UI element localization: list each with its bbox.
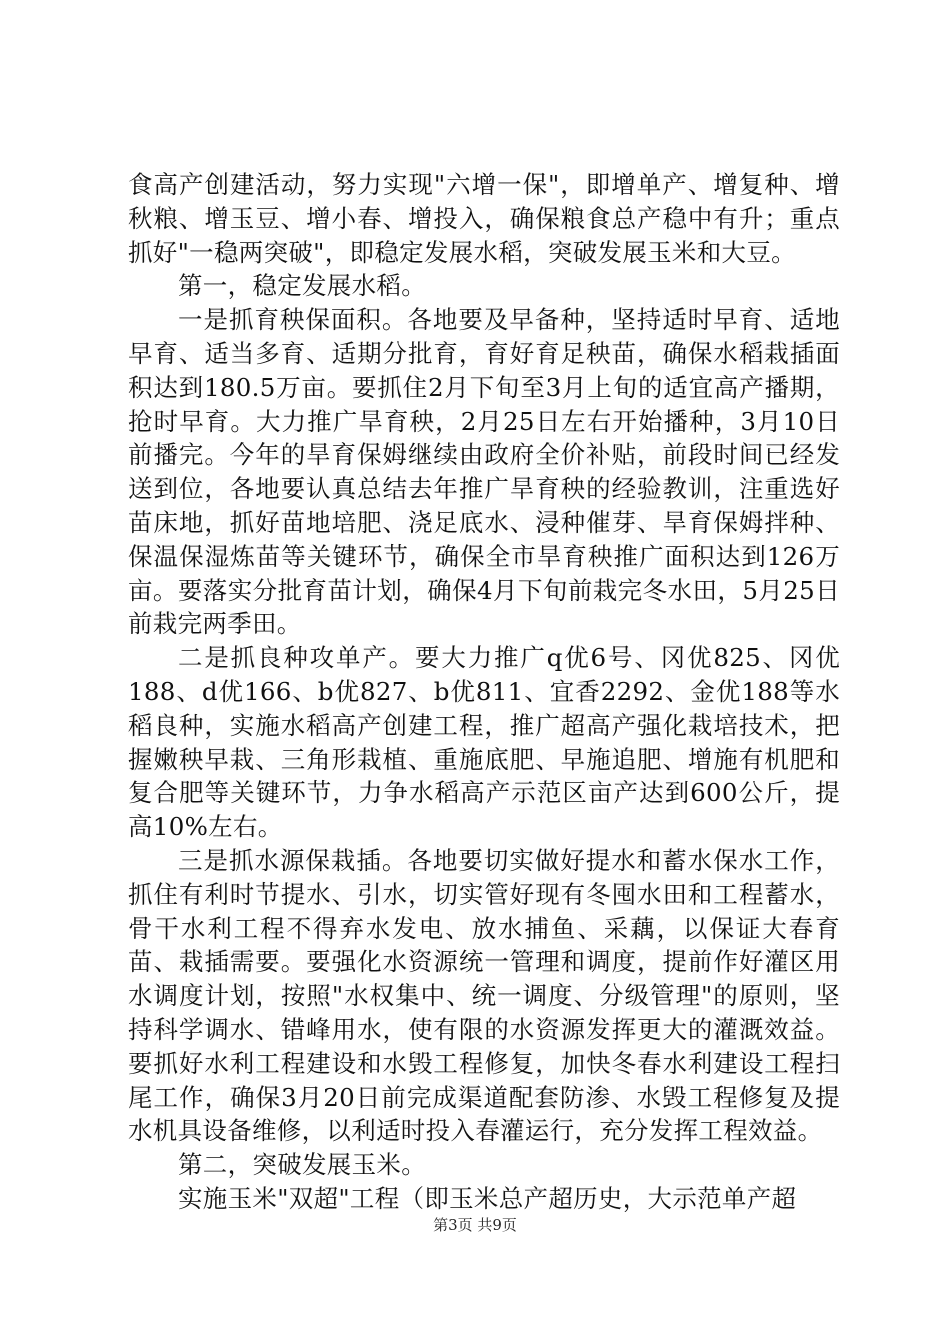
paragraph: 二是抓良种攻单产。要大力推广q优6号、冈优825、冈优188、d优166、b优827、b优811、宜香2292、金优188等水稻良种，实施水稻高产创建工程，推广超高产强化栽培技术，把握嫩秧早栽、三角形栽植、重施底肥、早施追肥、增施有机肥和复合肥等关键环节，力争水稻高产示范区亩产达到600公斤，提高10%左右。 <box>128 643 840 842</box>
paragraph: 食高产创建活动，努力实现"六增一保"，即增单产、增复种、增秋粮、增玉豆、增小春、增投入，确保粮食总产稳中有升；重点抓好"一稳两突破"，即稳定发展水稻，突破发展玉米和大豆。 <box>128 170 840 267</box>
paragraph: 三是抓水源保栽插。各地要切实做好提水和蓄水保水工作，抓住有利时节提水、引水，切实管好现有冬囤水田和工程蓄水，骨干水利工程不得弃水发电、放水捕鱼、采藕，以保证大春育苗、栽插需要。要强化水资源统一管理和调度，提前作好灌区用水调度计划，按照"水权集中、统一调度、分级管理"的原则，坚持科学调水、错峰用水，使有限的水资源发挥更大的灌溉效益。要抓好水利工程建设和水毁工程修复，加快冬春水利建设工程扫尾工作，确保3月20日前完成渠道配套防渗、水毁工程修复及提水机具设备维修，以利适时投入春灌运行，充分发挥工程效益。 <box>128 845 840 1146</box>
document-body <box>128 168 840 1216</box>
section-heading: 第二，突破发展玉米。 <box>178 1150 426 1180</box>
section-heading: 第一，稳定发展水稻。 <box>178 271 426 301</box>
page-number-footer: 第3页 共9页 <box>433 1216 517 1234</box>
paragraph: 一是抓育秧保面积。各地要及早备种，坚持适时早育、适地早育、适当多育、适期分批育，育好育足秧苗，确保水稻栽插面积达到180.5万亩。要抓住2月下旬至3月上旬的适宜高产播期，抢时早育。大力推广旱育秧，2月25日左右开始播种，3月10日前播完。今年的旱育保姆继续由政府全价补贴，前段时间已经发送到位，各地要认真总结去年推广旱育秧的经验教训，注重选好苗床地，抓好苗地培肥、浇足底水、浸种催芽、旱育保姆拌种、保温保湿炼苗等关键环节，确保全市旱育秧推广面积达到126万亩。要落实分批育苗计划，确保4月下旬前栽完冬水田，5月25日前栽完两季田。 <box>128 305 840 639</box>
paragraph: 实施玉米"双超"工程（即玉米总产超历史，大示范单产超 <box>178 1183 797 1213</box>
